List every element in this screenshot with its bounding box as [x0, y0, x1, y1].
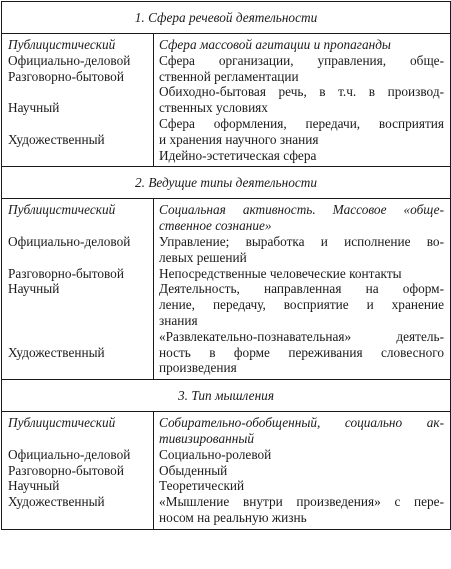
description-line: Сфера организации, управления, обще-	[159, 52, 445, 68]
description-line: левых решений	[159, 249, 247, 265]
style-name-line: Художественный	[8, 494, 105, 510]
style-names-cell	[2, 199, 154, 380]
style-name-line: Научный	[8, 100, 60, 116]
description-line: Сфера массовой агитации и пропаганды	[159, 37, 391, 52]
style-name-line: Официально-деловой	[8, 52, 131, 68]
description-line: ление, передачу, восприятие и хранение	[159, 297, 445, 313]
style-name-line	[8, 116, 149, 132]
style-name-line: Публицистический	[8, 202, 116, 218]
style-name-line	[8, 250, 149, 266]
section-header-row	[2, 2, 451, 34]
description-line: ственное сознание»	[159, 218, 272, 234]
style-descriptions-cell	[154, 34, 451, 167]
style-name-line: Публицистический	[8, 37, 116, 52]
description-line: тивизированный	[159, 430, 254, 446]
style-name-line	[8, 297, 149, 313]
description-line: Социальная активность. Массовое «обще-	[159, 202, 445, 218]
style-name-line	[8, 218, 149, 234]
section-header-row	[2, 380, 451, 412]
description-line: Сфера оформления, передачи, восприятия	[159, 115, 445, 131]
description-line: Собирательно-обобщенный, социально ак-	[159, 415, 445, 431]
description-line: ность в форме переживания словесного	[159, 344, 445, 360]
section-title: 1. Сфера речевой деятельности	[2, 2, 451, 34]
description-line: и хранения научного знания	[159, 131, 319, 147]
section-header-row	[2, 167, 451, 199]
style-descriptions-cell	[154, 412, 451, 530]
description-line: ственной регламентации	[159, 68, 299, 84]
description-line: Теоретический	[159, 478, 245, 494]
style-name-line: Официально-деловой	[8, 233, 131, 249]
style-name-line	[8, 431, 149, 447]
description-line: Деятельность, направленная на оформ-	[159, 281, 445, 297]
style-name-line: Научный	[8, 478, 60, 494]
style-name-line: Художественный	[8, 344, 105, 360]
comparison-table-body	[2, 2, 451, 530]
style-name-line: Художественный	[8, 131, 105, 147]
style-names-cell	[2, 34, 154, 167]
description-line: носом на реальную жизнь	[159, 509, 307, 525]
style-name-line	[8, 329, 149, 345]
description-line: «Развлекательно-познавательная» деятель-	[159, 328, 445, 344]
style-descriptions-cell	[154, 199, 451, 380]
style-name-line: Разговорно-бытовой	[8, 265, 124, 281]
description-line: произведения	[159, 360, 237, 376]
description-line: Обыденный	[159, 462, 228, 478]
description-line: Обиходно-бытовая речь, в т.ч. в производ-	[159, 84, 445, 100]
style-name-line	[8, 313, 149, 329]
description-line: Управление; выработка и исполнение во-	[159, 233, 445, 249]
comparison-table	[1, 1, 451, 530]
section-content-row	[2, 412, 451, 530]
description-line: Идейно-эстетическая сфера	[159, 147, 317, 163]
style-name-line: Публицистический	[8, 415, 116, 431]
description-line: Непосредственные человеческие контакты	[159, 265, 402, 281]
style-name-line	[8, 84, 149, 100]
section-title: 3. Тип мышления	[2, 380, 451, 412]
description-line: знания	[159, 312, 198, 328]
section-title: 2. Ведущие типы деятельности	[2, 167, 451, 199]
section-content-row	[2, 34, 451, 167]
style-names-cell	[2, 412, 154, 530]
description-line: ственных условиях	[159, 100, 268, 116]
style-name-line: Разговорно-бытовой	[8, 462, 124, 478]
style-name-line: Разговорно-бытовой	[8, 68, 124, 84]
description-line: «Мышление внутри произведения» с пере-	[159, 494, 445, 510]
style-name-line: Официально-деловой	[8, 446, 131, 462]
section-content-row	[2, 199, 451, 380]
style-name-line: Научный	[8, 281, 60, 297]
description-line: Социально-ролевой	[159, 446, 272, 462]
